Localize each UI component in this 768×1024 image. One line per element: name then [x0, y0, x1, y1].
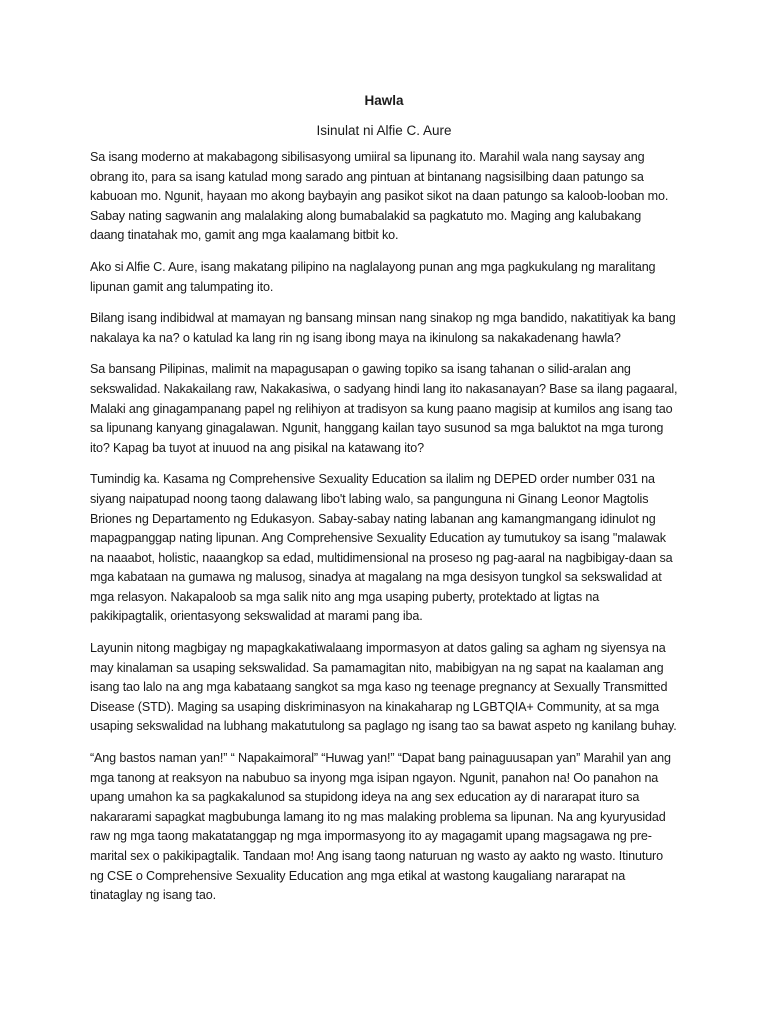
paragraph-5: Tumindig ka. Kasama ng Comprehensive Sexuality Education sa ilalim ng DEPED order number 031 na siyang naipatupad noong taong dalawang libo't labing walo, sa pangunguna ni Ginang Leonor Magtolis Briones ng Departamento ng Edukasyon. Sabay-sabay nating labanan ang kamangmangang idinulot ng mapagpanggap nating lipunan. Ang Comprehensive Sexuality Education ay tumutukoy sa isang "malawak na naaabot, holistic, naaangkop sa edad, multidimensional na proseso ng pag-aaral na nagbibigay-daan sa mga kabataan na gumawa ng malusog, sinadya at magalang na mga desisyon tungkol sa sekswalidad at mga relasyon. Nakapaloob sa mga salik nito ang mga usaping puberty, protektado at ligtas na pakikipagtalik, orientasyong sekswalidad at marami pang iba. — [90, 472, 673, 624]
paragraph-7: “Ang bastos naman yan!” “ Napakaimoral” “Huwag yan!” “Dapat bang painaguusapan yan” Marahil yan ang mga tanong at reaksyon na nabubuo sa inyong mga isipan ngayon. Ngunit, panahon na! Oo panahon na upang umahon ka sa pagkakalunod sa stupidong ideya na ang sex education ay di nararapat ituro sa nakararami sapagkat magbubunga lamang ito ng mas malaking problema sa lipunan. Na ang kyuryusidad raw ng mga taong makatatanggap ng mga impormasyong ito ay magagamit upang magsagawa ng pre-marital sex o pakikipagtalik. Tandaan mo! Ang isang taong naturuan ng wasto ay aakto ng wasto. Itinuturo ng CSE o Comprehensive Sexuality Education ang mga etikal at wastong kaugaliang nararapat na tinataglay ng isang tao. — [90, 751, 671, 903]
document-title: Hawla — [364, 93, 404, 108]
document-body — [90, 148, 678, 918]
document-author: Isinulat ni Alfie C. Aure — [316, 123, 452, 138]
paragraph-4: Sa bansang Pilipinas, malimit na mapagusapan o gawing topiko sa isang tahanan o silid-aralan ang sekswalidad. Nakakailang raw, Nakakasiwa, o sadyang hindi lang ito nakasanayan? Base sa ilang pagaaral, Malaki ang ginagampanang papel ng relihiyon at tradisyon sa kung paano magisip at kumilos ang isang tao sa lipunang kanyang ginagalawan. Ngunit, hanggang kailan tayo susunod sa mga baluktot na mga turong ito? Kapag ba tuyot at inuuod na ang pisikal na katawang ito? — [90, 362, 678, 455]
paragraph-1: Sa isang moderno at makabagong sibilisasyong umiiral sa lipunang ito. Marahil wala nang saysay ang obrang ito, para sa isang katulad mong sarado ang pintuan at bintanang nagsisilbing daan patungo sa kabuoan mo. Ngunit, hayaan mo akong baybayin ang pasikot sikot na daan patungo sa kaloob-looban mo. Sabay nating sagwanin ang malalaking along bumabalakid sa pagkatuto mo. Maging ang kalubakang daang tinatahak mo, gamit ang mga kaalamang bitbit ko. — [90, 150, 669, 243]
paragraph-3: Bilang isang indibidwal at mamayan ng bansang minsan nang sinakop ng mga bandido, nakatitiyak ka bang nakalaya ka na? o katulad ka lang rin ng isang ibong maya na ikinulong sa nakakadenang hawla? — [90, 311, 676, 345]
paragraph-2: Ako si Alfie C. Aure, isang makatang pilipino na naglalayong punan ang mga pagkukulang ng maralitang lipunan gamit ang talumpating ito. — [90, 259, 656, 294]
paragraph-6: Layunin nitong magbigay ng mapagkakatiwalaang impormasyon at datos galing sa agham ng siyensya na may kinalaman sa usaping sekswalidad. Sa pamamagitan nito, mabibigyan na ng sapat na kaalaman ang isang tao lalo na ang mga kabataang sangkot sa mga kaso ng teenage pregnancy at Sexually Transmitted Disease (STD). Maging sa usaping diskriminasyon na kinakaharap ng LGBTQIA+ Community, at sa mga usaping sekswalidad na lubhang makatutulong sa paglago ng isang tao sa bawat aspeto ng kanilang buhay. — [90, 641, 677, 734]
